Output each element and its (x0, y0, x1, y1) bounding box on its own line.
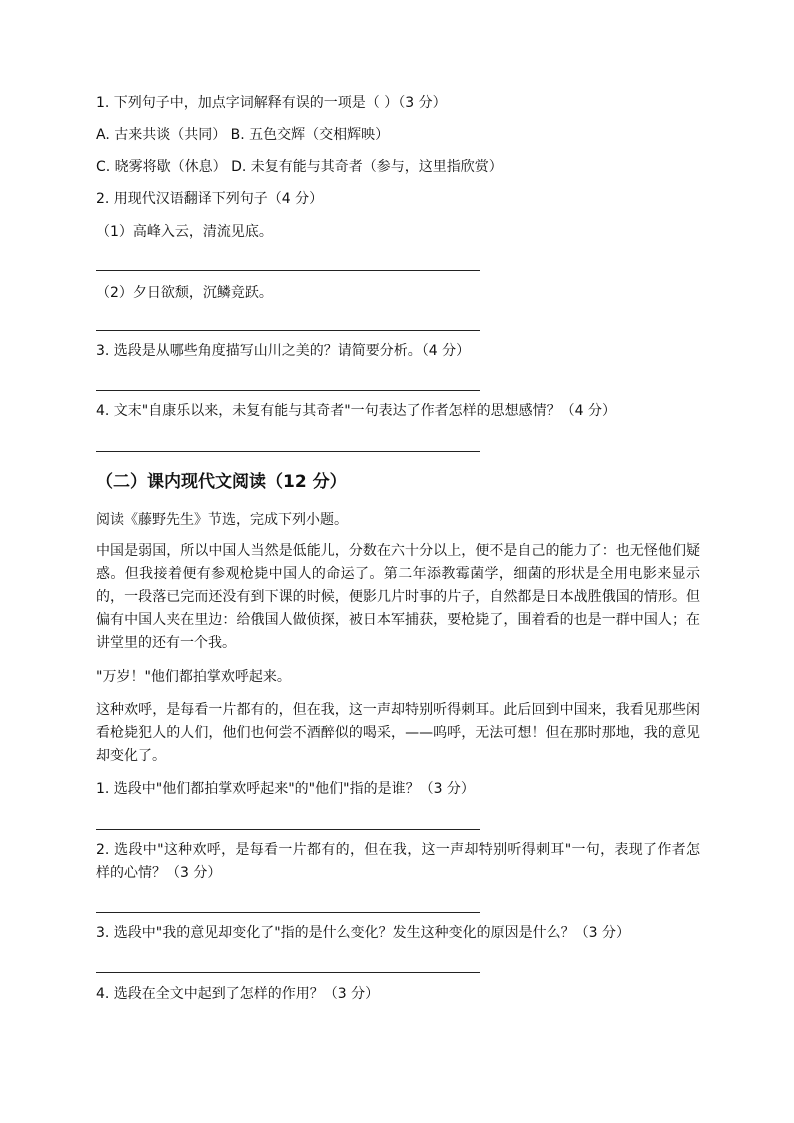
s2-question-3: 3. 选段中"我的意见却变化了"指的是什么变化？发生这种变化的原因是什么？（3 分） (96, 925, 631, 941)
passage-paragraph-3: 这种欢呼，是每看一片都有的，但在我，这一声却特别听得刺耳。此后回到中国来，我看见那些闲看枪毙犯人的人们，他们也何尝不酒醉似的喝采，——呜呼，无法可想！但在那时那地，我的意见却变化了。 (96, 702, 700, 764)
answer-line[interactable] (96, 829, 480, 830)
answer-line[interactable] (96, 330, 480, 331)
answer-line[interactable] (96, 390, 480, 391)
s2-question-2: 2. 选段中"这种欢呼，是每看一片都有的，但在我，这一声却特别听得刺耳"一句，表现了作者怎样的心情？（3 分） (96, 842, 700, 881)
answer-line[interactable] (96, 270, 480, 271)
s1-question-2: 2. 用现代汉语翻译下列句子（4 分） (96, 191, 324, 207)
answer-line[interactable] (96, 972, 480, 973)
passage-paragraph-2: "万岁！"他们都拍掌欢呼起来。 (96, 669, 291, 685)
s1-question-2-item-1: （1）高峰入云，清流见底。 (96, 224, 273, 240)
answer-line[interactable] (96, 912, 480, 913)
s1-question-1-options-cd: C. 晓雾将歇（休息） D. 未复有能与其奇者（参与，这里指欣赏） (96, 159, 503, 175)
answer-line[interactable] (96, 451, 480, 452)
s1-question-3: 3. 选段是从哪些角度描写山川之美的？请简要分析。（4 分） (96, 343, 471, 359)
s1-question-1: 1. 下列句子中，加点字词解释有误的一项是（ ）（3 分） (96, 95, 447, 111)
reading-intro: 阅读《藤野先生》节选，完成下列小题。 (96, 512, 348, 528)
s1-question-4: 4. 文末"自康乐以来，未复有能与其奇者"一句表达了作者怎样的思想感情？（4 分） (96, 403, 617, 419)
section-heading: （二）课内现代文阅读（12 分） (96, 472, 347, 492)
s1-question-1-options-ab: A. 古来共谈（共同） B. 五色交辉（交相辉映） (96, 127, 390, 143)
s2-question-1: 1. 选段中"他们都拍掌欢呼起来"的"他们"指的是谁？（3 分） (96, 781, 475, 797)
s1-question-2-item-2: （2）夕日欲颓，沉鳞竞跃。 (96, 285, 273, 301)
passage-paragraph-1: 中国是弱国，所以中国人当然是低能儿，分数在六十分以上，便不是自己的能力了：也无怪他们疑惑。但我接着便有参观枪毙中国人的命运了。第二年添教霉菌学，细菌的形状是全用电影来显示的，一段落已完而还没有到下课的时候，便影几片时事的片子，自然都是日本战胜俄国的情形。但偏有中国人夹在里边：给俄国人做侦探，被日本军捕获，要枪毙了，围着看的也是一群中国人；在讲堂里的还有一个我。 (96, 543, 700, 651)
s2-question-4: 4. 选段在全文中起到了怎样的作用？（3 分） (96, 986, 380, 1002)
